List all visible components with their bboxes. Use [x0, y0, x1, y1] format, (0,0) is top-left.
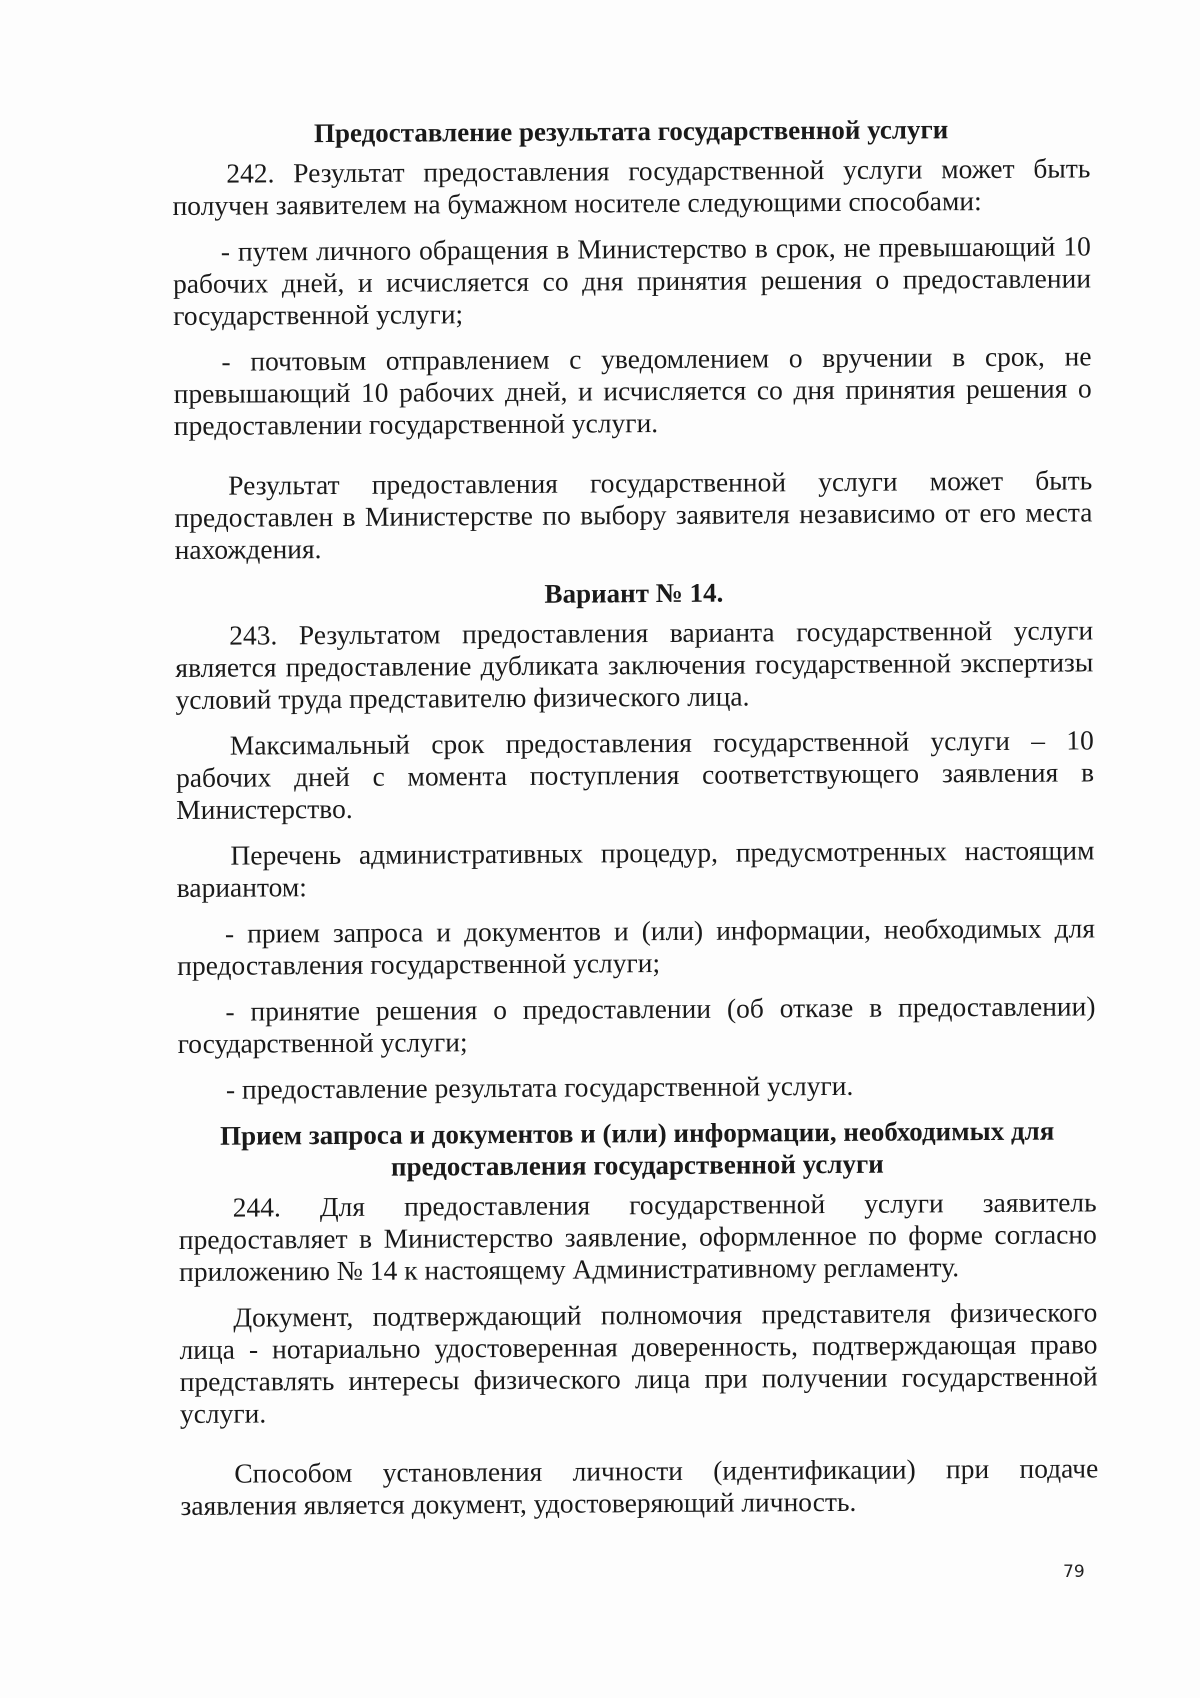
paragraph-243: 243. Результатом предоставления варианта государственной услуги является предоставление дубликата заключения государственной экспертизы условий труда представителю физического лица.	[175, 614, 1094, 715]
paragraph-max-term: Максимальный срок предоставления государственной услуги – 10 рабочих дней с момента поступления соответствующего заявления в Министерство.	[175, 724, 1095, 825]
paragraph-242: 242. Результат предоставления государственной услуги может быть получен заявителем на бумажном носителе следующими способами:	[172, 152, 1091, 221]
list-item-postal: - почтовым отправлением с уведомлением о вручении в срок, не превышающий 10 рабочих дней, и исчисляется со дня принятия решения о предоставлении государственной услуги.	[173, 340, 1092, 441]
section-heading-request-line2: предоставления государственной услуги	[390, 1148, 884, 1182]
section-heading-request-line1: Прием запроса и документов и (или) информации, необходимых для	[220, 1115, 1055, 1151]
section-heading-result: Предоставление результата государственной услуги	[313, 114, 949, 149]
paragraph-identification: Способом установления личности (идентификации) при подаче заявления является документ, удостоверяющий личность.	[180, 1452, 1099, 1521]
paragraph-result-place: Результат предоставления государственной услуги может быть предоставлен в Министерстве по выбору заявителя независимо от его места нахождения.	[174, 464, 1093, 565]
list-item-personal-visit: - путем личного обращения в Министерство в срок, не превышающий 10 рабочих дней, и исчисляется со дня принятия решения о предоставлении государственной услуги;	[172, 230, 1092, 331]
list-item-procedure-result: - предоставление результата государственной услуги.	[225, 1069, 854, 1105]
document-body	[172, 112, 1099, 1536]
page-number: 79	[1063, 1562, 1085, 1582]
paragraph-procedures: Перечень административных процедур, предусмотренных настоящим вариантом:	[176, 834, 1095, 903]
section-heading-variant: Вариант № 14.	[544, 577, 724, 609]
list-item-procedure-request: - прием запроса и документов и (или) информации, необходимых для предоставления государственной услуги;	[177, 912, 1096, 981]
paragraph-244: 244. Для предоставления государственной услуги заявитель предоставляет в Министерство заявление, оформленное по форме согласно приложению № 14 к настоящему Административному регламенту.	[178, 1186, 1097, 1287]
section-heading-request	[178, 1114, 1096, 1184]
list-item-procedure-decision: - принятие решения о предоставлении (об отказе в предоставлении) государственной услуги;	[177, 990, 1096, 1059]
paragraph-authority-document: Документ, подтверждающий полномочия представителя физического лица - нотариально удостоверенная доверенность, подтверждающая право представлять интересы физического лица при получении государственной услуги.	[179, 1296, 1098, 1429]
